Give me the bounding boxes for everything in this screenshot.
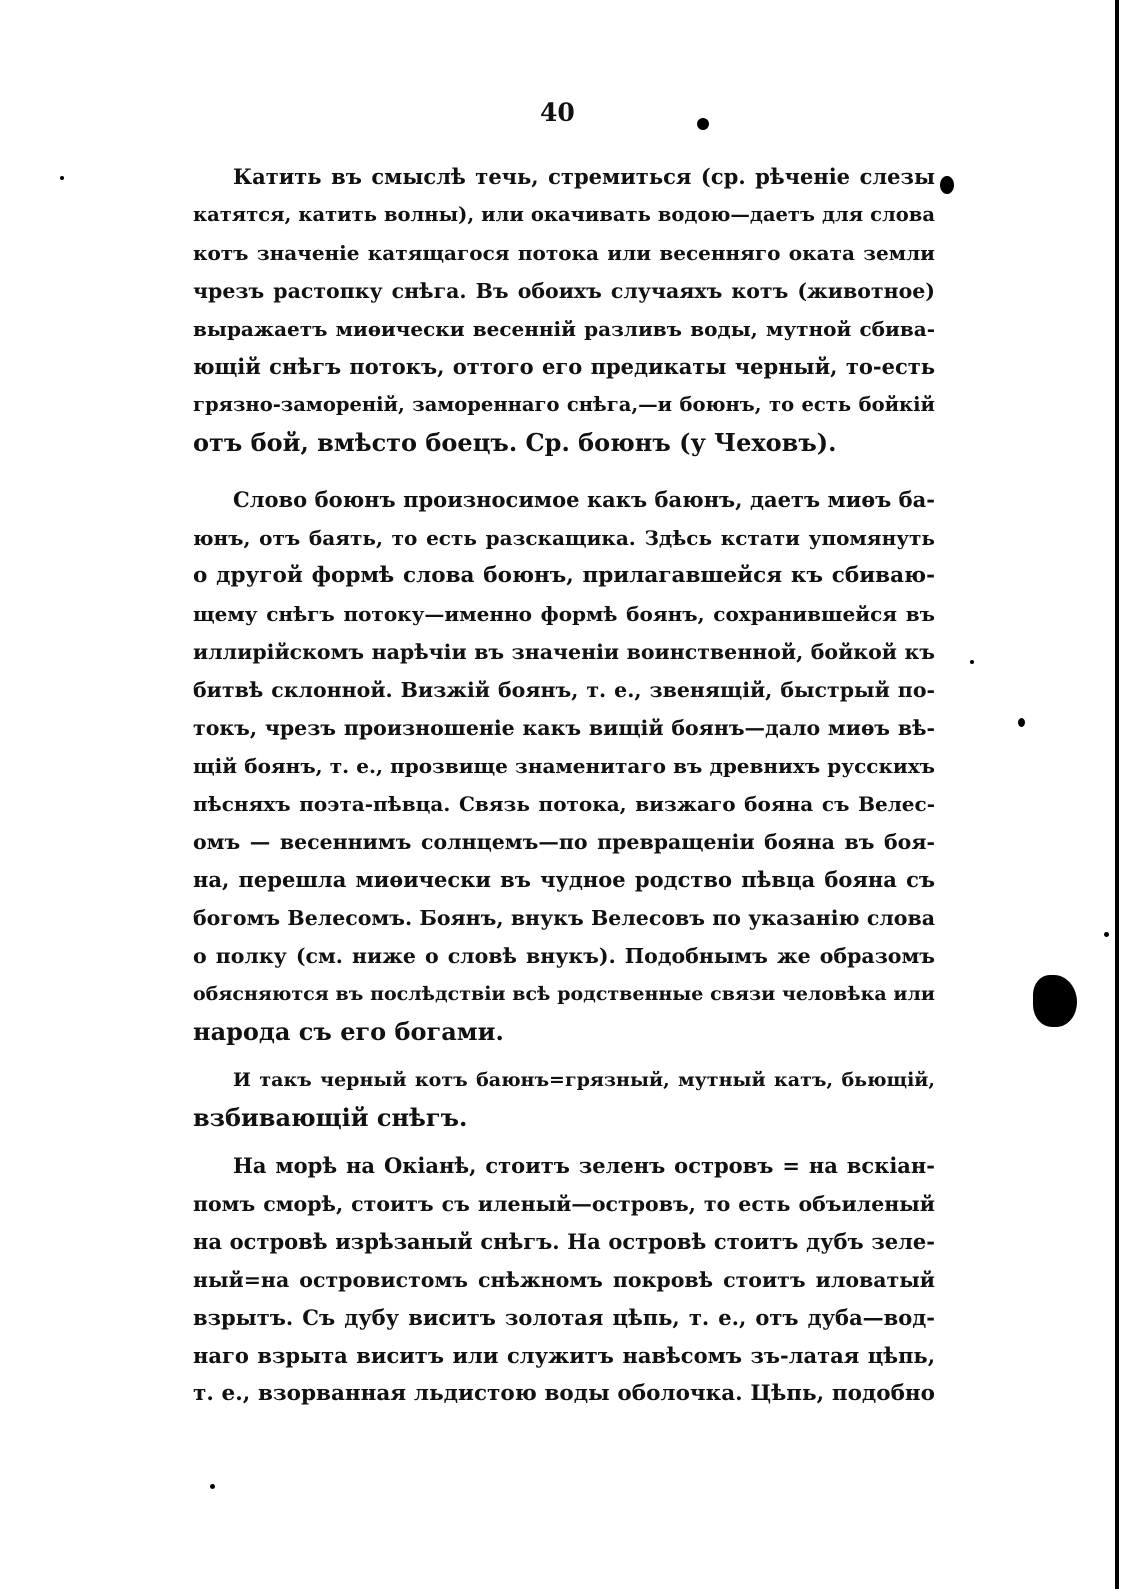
text-line: на, перешла миѳически въ чудное родство пѣвца бояна съ <box>193 867 935 892</box>
text-line: пѣсняхъ поэта-пѣвца. Связь потока, визжаго бояна съ Велес- <box>193 792 935 816</box>
ink-speck <box>940 176 954 194</box>
text-line: помъ сморѣ, стоитъ съ иленый—островъ, то есть объиленый <box>193 1192 935 1216</box>
text-line: т. е., взорванная льдистою воды оболочка. Цѣпь, подобно <box>193 1381 935 1406</box>
text-line: наго взрыта виситъ или служитъ навѣсомъ зъ-латая цѣпь, <box>193 1343 935 1368</box>
text-line: выражаетъ миѳически весенній разливъ воды, мутной сбива- <box>193 317 935 341</box>
text-line: котъ значеніе катящагося потока или весенняго оката земли <box>193 241 935 265</box>
page-number: 40 <box>540 98 575 127</box>
ink-speck <box>970 660 974 664</box>
text-line: о полку (см. ниже о словѣ внукъ). Подобнымъ же образомъ <box>193 944 935 968</box>
text-line: На морѣ на Окіанѣ, стоитъ зеленъ островъ = на вскіан- <box>233 1153 935 1178</box>
text-line: богомъ Велесомъ. Боянъ, внукъ Велесовъ по указанію слова <box>193 906 935 930</box>
text-line: И такъ черный котъ баюнъ=грязный, мутный катъ, бьющій, <box>233 1069 935 1091</box>
text-line: Слово боюнъ произносимое какъ баюнъ, даетъ миѳъ ба- <box>233 487 935 512</box>
text-line: катятся, катить волны), или окачивать водою—даетъ для слова <box>193 203 935 226</box>
text-line: щій боянъ, т. е., прозвище знаменитаго въ древнихъ русскихъ <box>193 754 935 778</box>
ink-speck <box>697 118 709 130</box>
text-line: юнъ, отъ баять, то есть разскащика. Здѣсь кстати упомянуть <box>193 526 935 550</box>
ink-speck <box>1018 718 1025 727</box>
text-line: Катить въ смыслѣ течь, стремиться (ср. рѣченіе слезы <box>233 164 935 189</box>
text-line: ющій снѣгъ потокъ, оттого его предикаты черный, то-есть <box>193 354 935 379</box>
text-line: обясняются въ послѣдствіи всѣ родственные связи человѣка или <box>193 983 935 1005</box>
text-line: омъ — весеннимъ солнцемъ—по превращеніи бояна въ боя- <box>193 830 935 854</box>
text-line: щему снѣгъ потоку—именно формѣ боянъ, сохранившейся въ <box>193 602 935 626</box>
ink-speck <box>60 176 64 180</box>
text-line: отъ бой, вмѣсто боецъ. Ср. боюнъ (у Чеховъ). <box>193 428 837 457</box>
text-line: ный=на островистомъ снѣжномъ покровѣ стоитъ иловатый <box>193 1268 935 1292</box>
ink-blot <box>1033 975 1077 1027</box>
text-line: взбивающій снѣгъ. <box>193 1103 468 1132</box>
text-line: на островѣ изрѣзаный снѣгъ. На островѣ стоитъ дубъ зеле- <box>193 1229 935 1254</box>
ink-speck <box>210 1484 215 1489</box>
text-line: чрезъ растопку снѣга. Въ обоихъ случаяхъ котъ (животное) <box>193 279 935 303</box>
text-line: иллирійскомъ нарѣчіи въ значеніи воинственной, бойкой къ <box>193 640 935 664</box>
text-line: народа съ его богами. <box>193 1017 504 1046</box>
ink-speck <box>1104 932 1109 937</box>
text-line: о другой формѣ слова боюнъ, прилагавшейся къ сбиваю- <box>193 563 935 588</box>
page-edge-rule <box>1115 0 1119 1589</box>
text-line: токъ, чрезъ произношеніе какъ вищій боянъ—дало миѳъ вѣ- <box>193 716 935 740</box>
text-line: битвѣ склонной. Визжій боянъ, т. е., звенящій, быстрый по- <box>193 678 935 702</box>
text-line: взрытъ. Съ дубу виситъ золотая цѣпь, т. е., отъ дуба—вод- <box>193 1305 935 1330</box>
text-line: грязно-замореній, замореннаго снѣга,—и боюнъ, то есть бойкій <box>193 393 935 416</box>
